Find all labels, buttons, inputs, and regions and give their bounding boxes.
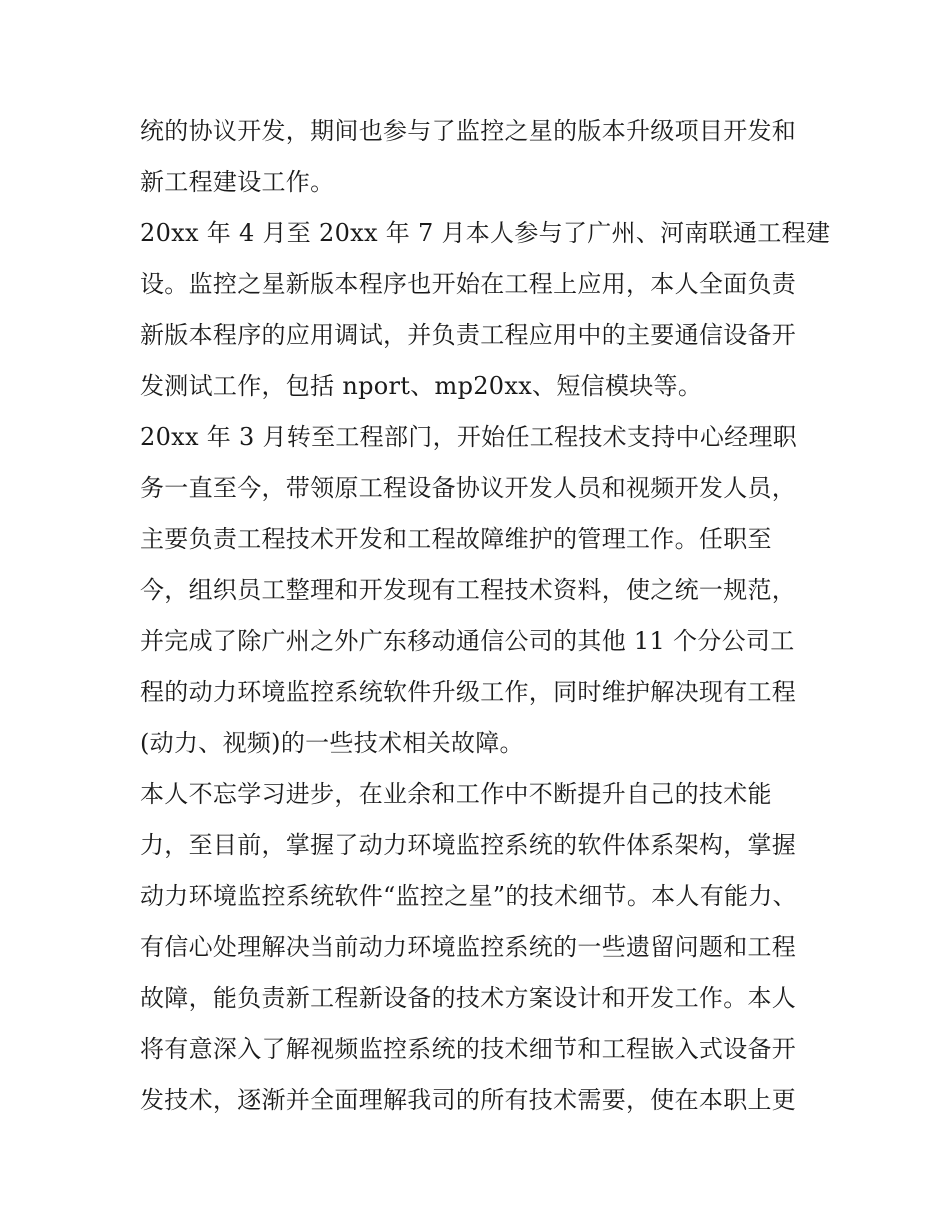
text-line: 力，至目前，掌握了动力环境监控系统的软件体系架构，掌握	[140, 831, 797, 859]
text-line: 有信心处理解决当前动力环境监控系统的一些遗留问题和工程	[140, 933, 797, 961]
text-line: 统的协议开发，期间也参与了监控之星的版本升级项目开发和	[140, 117, 797, 145]
text-line: 20xx 年 3 月转至工程部门，开始任工程技术支持中心经理职	[140, 423, 798, 451]
text-line: 程的动力环境监控系统软件升级工作，同时维护解决现有工程	[140, 678, 797, 706]
text-line: 主要负责工程技术开发和工程故障维护的管理工作。任职至	[140, 525, 772, 553]
text-line: (动力、视频)的一些技术相关故障。	[140, 729, 524, 757]
text-line: 并完成了除广州之外广东移动通信公司的其他 11 个分公司工	[140, 627, 795, 655]
text-line: 发测试工作，包括 nport、mp20xx、短信模块等。	[140, 372, 703, 400]
text-line: 今，组织员工整理和开发现有工程技术资料，使之统一规范，	[140, 576, 797, 604]
text-line: 新版本程序的应用调试，并负责工程应用中的主要通信设备开	[140, 321, 797, 349]
text-line: 本人不忘学习进步，在业余和工作中不断提升自己的技术能	[140, 780, 772, 808]
text-line: 发技术，逐渐并全面理解我司的所有技术需要，使在本职上更	[140, 1086, 797, 1114]
text-line: 动力环境监控系统软件“监控之星”的技术细节。本人有能力、	[140, 882, 797, 910]
text-line: 务一直至今，带领原工程设备协议开发人员和视频开发人员，	[140, 474, 797, 502]
text-line: 故障，能负责新工程新设备的技术方案设计和开发工作。本人	[140, 984, 797, 1012]
document-body	[140, 106, 831, 1126]
text-line: 设。监控之星新版本程序也开始在工程上应用，本人全面负责	[140, 270, 797, 298]
text-line: 将有意深入了解视频监控系统的技术细节和工程嵌入式设备开	[140, 1035, 797, 1063]
text-line: 新工程建设工作。	[140, 168, 335, 196]
text-line: 20xx 年 4 月至 20xx 年 7 月本人参与了广州、河南联通工程建	[140, 219, 831, 247]
